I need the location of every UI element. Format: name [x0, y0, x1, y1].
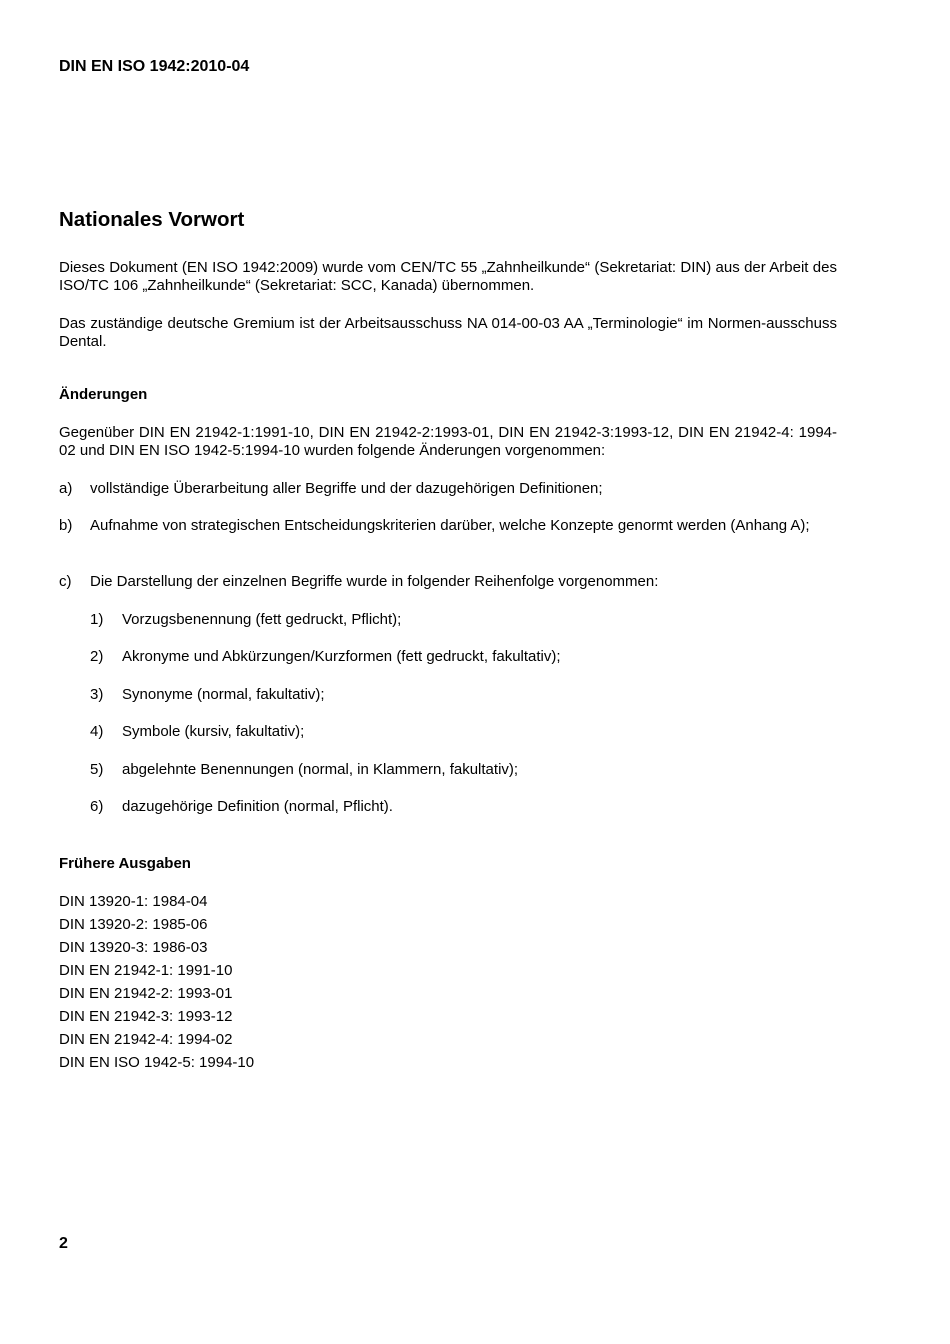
sublist-item-text: dazugehörige Definition (normal, Pflicht).: [122, 798, 393, 815]
intro-paragraph-2: Das zuständige deutsche Gremium ist der Arbeitsausschuss NA 014-00-03 AA „Terminologie“ im Normen-ausschuss Dental.: [59, 315, 837, 350]
sublist-item-label: 5): [90, 761, 104, 778]
sublist-item-label: 2): [90, 648, 104, 665]
edition-item: DIN EN 21942-1: 1991-10: [59, 962, 233, 979]
sublist-item-text: Vorzugsbenennung (fett gedruckt, Pflicht);: [122, 611, 402, 628]
edition-item: DIN 13920-3: 1986-03: [59, 939, 208, 956]
list-item-label: c): [59, 573, 72, 590]
sublist-item-text: Symbole (kursiv, fakultativ);: [122, 723, 305, 740]
edition-item: DIN EN 21942-3: 1993-12: [59, 1008, 233, 1025]
page-number: 2: [59, 1235, 68, 1252]
sublist-item-label: 4): [90, 723, 104, 740]
sublist-item-text: abgelehnte Benennungen (normal, in Klammern, fakultativ);: [122, 761, 519, 778]
sublist-item-label: 1): [90, 611, 104, 628]
sublist-item-text: Akronyme und Abkürzungen/Kurzformen (fett gedruckt, fakultativ);: [122, 648, 561, 665]
editions-heading: Frühere Ausgaben: [59, 855, 191, 872]
list-item-label: a): [59, 480, 73, 497]
edition-item: DIN EN ISO 1942-5: 1994-10: [59, 1054, 255, 1071]
edition-item: DIN EN 21942-4: 1994-02: [59, 1031, 233, 1048]
edition-item: DIN EN 21942-2: 1993-01: [59, 985, 233, 1002]
list-item-text: Aufnahme von strategischen Entscheidungskriterien darüber, welche Konzepte genormt werden (Anhang A);: [90, 517, 810, 534]
document-header: DIN EN ISO 1942:2010-04: [59, 58, 250, 75]
changes-heading: Änderungen: [59, 386, 148, 403]
list-item-text: Die Darstellung der einzelnen Begriffe wurde in folgender Reihenfolge vorgenommen:: [90, 573, 659, 590]
changes-intro: Gegenüber DIN EN 21942-1:1991-10, DIN EN 21942-2:1993-01, DIN EN 21942-3:1993-12, DIN EN 21942-4: 1994-02 und DIN EN ISO 1942-5:1994-10 wurden folgende Änderungen vorgenommen:: [59, 424, 837, 459]
sublist-item-text: Synonyme (normal, fakultativ);: [122, 686, 325, 703]
sublist-item-label: 3): [90, 686, 104, 703]
list-item-text: vollständige Überarbeitung aller Begriffe und der dazugehörigen Definitionen;: [90, 480, 603, 497]
edition-item: DIN 13920-1: 1984-04: [59, 893, 208, 910]
list-item-label: b): [59, 517, 73, 534]
intro-paragraph-1: Dieses Dokument (EN ISO 1942:2009) wurde vom CEN/TC 55 „Zahnheilkunde“ (Sekretariat: DIN) aus der Arbeit des ISO/TC 106 „Zahnheilkunde“ (Sekretariat: SCC, Kanada) übernommen.: [59, 259, 837, 294]
sublist-item-label: 6): [90, 798, 104, 815]
edition-item: DIN 13920-2: 1985-06: [59, 916, 208, 933]
section-title: Nationales Vorwort: [59, 208, 245, 231]
